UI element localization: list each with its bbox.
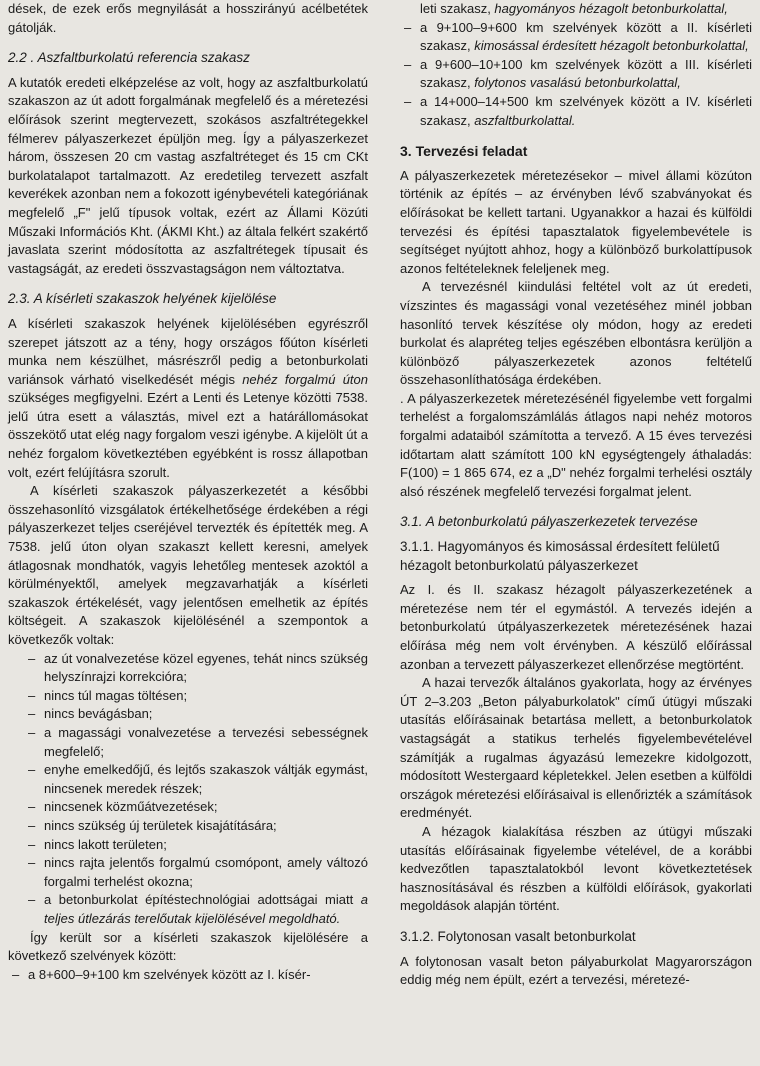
paragraph-3-1-1-b: A hazai tervezők általános gyakorlata, hogy az érvényes ÚT 2–3.203 „Beton pályaburkolatok" című útügyi műszaki utasítás előírásainak betartása mellett, a betonburkolatok vastagságát a statikus terhelés figyelembevételével számítják a rugalmas ágyazású lemezekre kidolgozott, módosított Westergaard képletekkel. Jelen esetben a külföldi országok méretezési előírásaival is ellenőrizték a számítások eredményét. [400, 675, 752, 821]
list-item-text: nincs lakott területen; [44, 836, 167, 852]
heading-3: 3. Tervezési feladat [400, 143, 528, 160]
text-span: szükséges megfigyelni. Ezért a Lenti és Letenye közötti 7538. jelű útra esett a választás, mivel ezt a határállomásokat összekötő utat elég nagy forgalom veszi igénybe. A kijelölt út a nehéz forgalom következtében egyébként is rossz állapotban volt, ezért felújításra szorult. [8, 390, 368, 480]
heading-3-1-2: 3.1.2. Folytonosan vasalt betonburkolat [400, 928, 636, 944]
list-item-text: leti szakasz, [420, 1, 495, 16]
emphasis-span: kimosással érdesített hézagolt betonburkolattal, [474, 38, 749, 54]
heading-3-1-1: 3.1.1. Hagyományos és kimosással érdesített felületű hézagolt betonburkolatú pályaszerkezet [400, 539, 720, 573]
list-item-text: nincs szükség új területek kisajátítására; [44, 817, 277, 833]
list-item-text: nincsenek közműátvezetések; [44, 799, 218, 815]
criteria-list [8, 650, 368, 929]
list-item-text: a 9+600–10+100 km szelvények között a III. kísérleti szakasz, [420, 56, 752, 91]
heading-2-2: 2.2 . Aszfaltburkolatú referencia szakasz [8, 50, 250, 66]
list-item: – a 14+000–14+500 km szelvények között a IV. kísérleti szakasz, aszfaltburkolattal. [404, 93, 752, 128]
right-column [400, 0, 752, 990]
list-item-text: nincs rajta jelentős forgalmú csomópont, amely változó forgalmi terhelést okozna; [44, 855, 368, 889]
paragraph-3-b: A tervezésnél kiindulási feltétel volt az út eredeti, vízszintes és magassági vonal vezetéséhez minél jobban hasonlító tervek készítése oly módon, hogy az eredeti burkolat és alapréteg teljes egészében elbontásra kerüljön a különböző pályaszerkezetek azonos feltételű összehasonlíthatósága érdekében. [400, 279, 752, 388]
emphasis-span: aszfaltburkolattal. [474, 112, 576, 128]
paragraph-2-2: A kutatók eredeti elképzelése az volt, hogy az aszfaltburkolatú szakaszon az út adott forgalmának megfelelő és a méretezési előírások szerint megtervezett, szokásos aszfaltrétegekkel félmerev pályaszerkezet épüljön meg. Így a pályaszerkezet három, összesen 20 cm vastag aszfaltréteget és 15 cm CKt burkolatalapot tartalmazott. Az eredetileg tervezett aszfalt keverékek azonban nem a fokozott igénybevételi kategóriának megfelelő „F" jelű típusok voltak, ezért az Állami Közúti Műszaki Információs Kht. (ÁKMI Kht.) az általa felkért szakértő javaslata szerint módosította az aszfaltrétegek típusait és vastagságát, az eredeti összvastagságon nem változtatva. [8, 74, 368, 276]
list-item: – nincs bevágásban; [28, 706, 153, 722]
heading-3-1: 3.1. A betonburkolatú pályaszerkezetek tervezése [400, 514, 698, 530]
sections-list-start [8, 966, 368, 985]
list-item-continued [400, 0, 752, 19]
list-item: – a magassági vonalvezetése a tervezési sebességnek megfelelő; [28, 724, 368, 759]
list-item: – nincs túl magas töltésen; [28, 687, 188, 703]
text-span: A kísérleti szakaszok helyének kijelölésében egyrészről szerepet játszott az a tény, hogy országos főúton kísérleti munka nem készülhet, másrészről pedig a betonburkolati variánsok várható viselkedését mégis [8, 315, 368, 387]
paragraph-3-1-1-a: Az I. és II. szakasz hézagolt pályaszerkezetének a méretezése nem tér el egymástól. A tervezés idején a betonburkolatú útpályaszerkezetek méretezésének hazai előírása még nem volt érvényben. A készülő előírással azonban a tervezett pályaszerkezet ellenőrzése megtörtént. [400, 582, 752, 672]
left-column [8, 0, 368, 984]
emphasis-span: nehéz forgalmú úton [242, 371, 368, 387]
list-item: – nincs rajta jelentős forgalmú csomópont, amely változó forgalmi terhelést okozna; [28, 855, 368, 889]
list-item: – nincsenek közműátvezetések; [28, 799, 218, 815]
list-item-text: a magassági vonalvezetése a tervezési sebességnek megfelelő; [44, 724, 368, 759]
list-item: – nincs szükség új területek kisajátítására; [28, 817, 277, 833]
emphasis-span: folytonos vasalású betonburkolattal, [474, 75, 681, 91]
paragraph-3-c: . A pályaszerkezetek méretezésénél figyelembe vett forgalmi terhelést a forgalomszámlálás átlagos napi nehéz motoros forgalmi adataiból számította a tervező. A 15 éves tervezési időtartam alatt számított 100 kN egységtengely áthaladás: F(100) = 1 865 674, ez a „D" nehéz forgalmi terhelési osztály alsó részének megfelelő tervezési forgalmat jelent. [400, 390, 752, 499]
paragraph-3-1-2: A folytonosan vasalt beton pályaburkolat Magyarországon eddig még nem épült, ezért a tervezési, méretezé- [400, 953, 752, 988]
list-item: – a 8+600–9+100 km szelvények között az I. kísér- [12, 966, 311, 982]
paragraph-igy: Így került sor a kísérleti szakaszok kijelölésére a következő szelvények között: [8, 929, 368, 964]
list-item-text: az út vonalvezetése közel egyenes, tehát nincs szükség helyszínrajzi korrekcióra; [44, 650, 368, 685]
list-item: – a 9+100–9+600 km szelvények között a II. kísérleti szakasz, kimosással érdesített hézagolt betonburkolattal, [404, 19, 752, 54]
list-item: – enyhe emelkedőjű, és lejtős szakaszok váltják egymást, nincsenek meredek részek; [28, 762, 368, 796]
paragraph-2-3-b: A kísérleti szakaszok pályaszerkezetét a későbbi összehasonlító vizsgálatok értékelhetősége érdekében a régi pályaszerkezet teljes cseréjével tervezték és építették meg. A 7538. jelű úton olyan szakaszt kellett keresni, amelyek átlagosnak mondhatók, vagyis lehetőleg mentesek azoktól a körülményektől, amelyek megzavarhatják a kísérleti szakaszok értékelését, vagy jelentősen emelhetik az építés költségeit. A szakaszok kijelölésénél a szempontok a következők voltak: [8, 483, 368, 647]
emphasis-span: a teljes útlezárás terelőutak kijelölésével megoldható. [44, 892, 368, 926]
list-item: – a 9+600–10+100 km szelvények között a III. kísérleti szakasz, folytonos vasalású betonburkolattal, [404, 56, 752, 91]
sections-list [400, 0, 752, 130]
list-item-text: a 8+600–9+100 km szelvények között az I. kísér- [28, 966, 311, 982]
list-item-text: enyhe emelkedőjű, és lejtős szakaszok váltják egymást, nincsenek meredek részek; [44, 762, 368, 796]
paragraph-2-3-a [8, 315, 368, 482]
paragraph-3-a: A pályaszerkezetek méretezésekor – mivel állami közúton történik az építés – az érvényben lévő szabványokat és előírásokat be kellett tartani. Ugyanakkor a hazai és külföldi tervezési és építési tapasztalatok figyelembevétele is segítséget nyújtott ahhoz, hogy a különböző burkolattípusok azonos feltételeknek feleljenek meg. [400, 167, 752, 276]
heading-2-3: 2.3. A kísérleti szakaszok helyének kijelölése [8, 291, 277, 307]
list-item-text: a 9+100–9+600 km szelvények között a II. kísérleti szakasz, [420, 19, 752, 54]
list-item-text: a betonburkolat építéstechnológiai adottságai miatt [44, 892, 361, 908]
paragraph-intro: dések, de ezek erős megnyilását a hosszirányú acélbetétek gátolják. [8, 1, 368, 35]
paragraph-3-1-1-c: A hézagok kialakítása részben az útügyi műszaki utasítás előírásainak figyelembe vételével, de a korábbi kedvezőtlen tapasztalatokból levont következtetések hasznosításával és részben a külföldi előírások, gyakorlati megoldások alapján történt. [400, 823, 752, 914]
list-item: – az út vonalvezetése közel egyenes, tehát nincs szükség helyszínrajzi korrekcióra; [28, 650, 368, 685]
list-item-text: a 14+000–14+500 km szelvények között a IV. kísérleti szakasz, [420, 93, 752, 128]
list-item: – nincs lakott területen; [28, 836, 167, 852]
list-item-text: nincs túl magas töltésen; [44, 687, 188, 703]
emphasis-span: hagyományos hézagolt betonburkolattal, [494, 1, 728, 16]
list-item-text: nincs bevágásban; [44, 706, 153, 722]
list-item: – a betonburkolat építéstechnológiai adottságai miatt a teljes útlezárás terelőutak kijelölésével megoldható. [28, 892, 368, 926]
